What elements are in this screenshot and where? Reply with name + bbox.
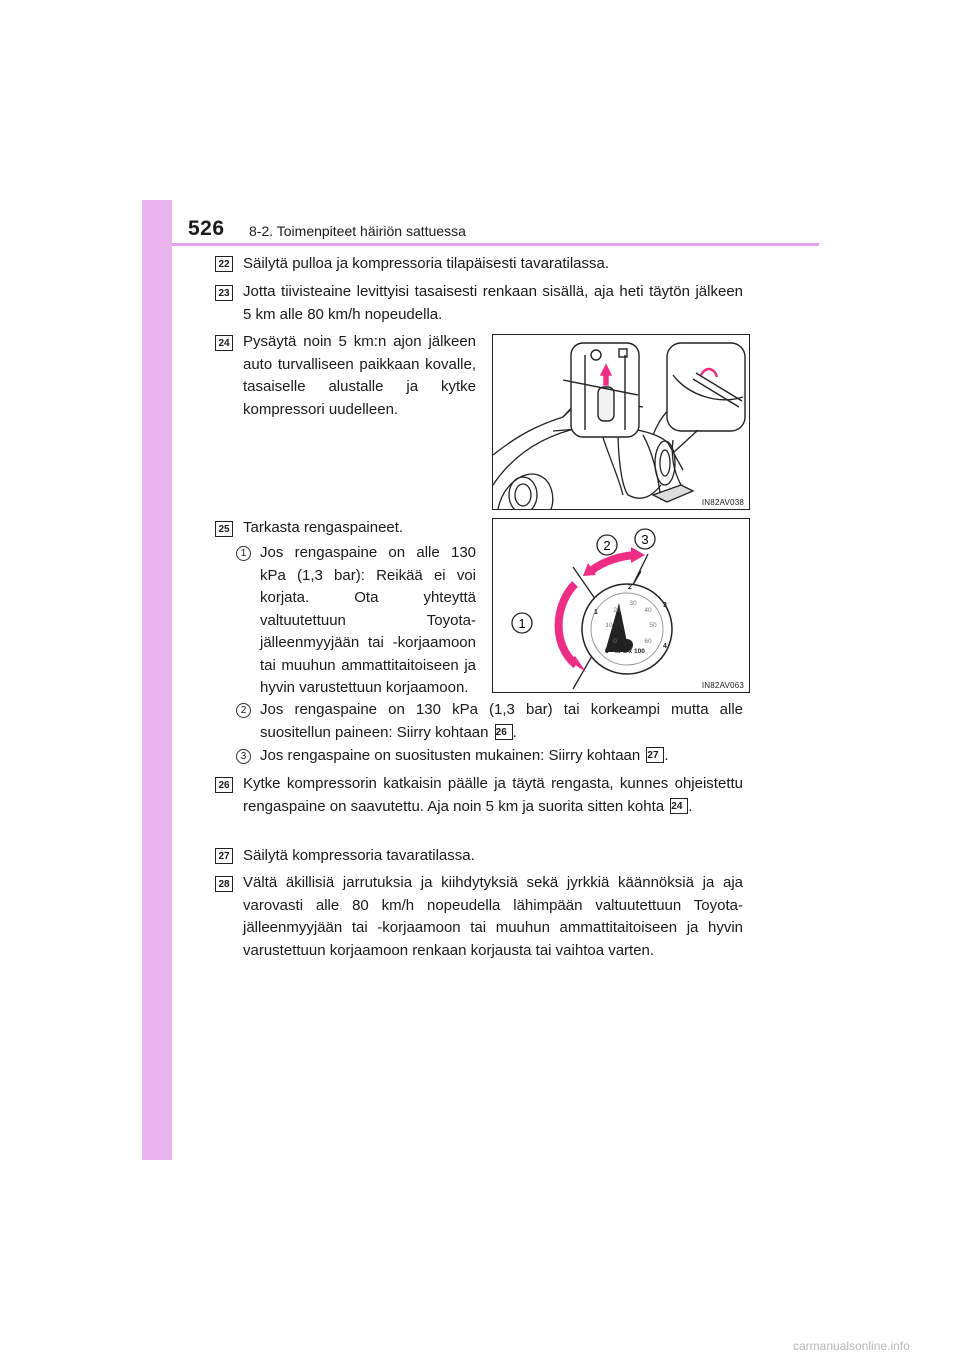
step-25-text: Tarkasta rengaspaineet.	[243, 519, 404, 536]
footer-watermark: carmanualsonline.info	[793, 1339, 910, 1353]
outer-scale-3: 3	[663, 602, 667, 609]
step-number-24: 24	[215, 335, 233, 351]
step-number-25: 25	[215, 521, 233, 537]
svg-text:2: 2	[603, 538, 611, 553]
step-26-end: .	[688, 797, 693, 815]
substep-number-2: 2	[236, 703, 251, 718]
step-26-text	[243, 773, 743, 818]
substep-3-text	[260, 745, 743, 768]
sidebar-tab	[142, 200, 172, 1160]
substep-2-body: Jos rengaspaine on 130 kPa (1,3 bar) tai korkeampi mutta alle suositellun paineen: Siirry kohtaan	[260, 701, 743, 741]
inset-bottle	[563, 343, 639, 437]
inner-scale-40: 40	[644, 607, 652, 614]
step-28-text: Vältä äkillisiä jarrutuksia ja kiihdytyksiä sekä jyrkkiä käännöksiä ja aja varovasti alle 80 km/h nopeudella lähimpään valtuutettuun Toyota-jälleenmyyjään tai -korjaamoon tai muuhun ammattitaitoiseen ja hyvin varustettuun korjaamoon renkaan korjausta tai vaihtoa varten.	[243, 874, 743, 959]
inner-scale-60: 60	[644, 638, 652, 645]
outer-scale-4: 4	[663, 643, 667, 650]
substep-2-text	[260, 699, 743, 744]
step-number-22: 22	[215, 256, 233, 272]
step-24-text: Pysäytä noin 5 km:n ajon jälkeen auto turvalliseen paikkaan kovalle, tasaiselle alustalle ja kytke kompressori uudelleen.	[243, 333, 476, 418]
inner-scale-20: 20	[613, 607, 621, 614]
step-22-text: Säilytä pulloa ja kompressoria tilapäisesti tavaratilassa.	[243, 255, 610, 272]
car-figure-code: IN82AV038	[701, 498, 744, 507]
substep-number-1: 1	[236, 546, 251, 561]
car-compressor-illustration	[493, 335, 749, 509]
range-arrow-low	[559, 584, 576, 665]
pressure-gauge-illustration	[493, 519, 749, 692]
inner-scale-30: 30	[629, 600, 637, 607]
substep-3-body: Jos rengaspaine on suositusten mukainen: Siirry kohtaan	[260, 747, 641, 764]
step-27-text: Säilytä kompressoria tavaratilassa.	[243, 847, 475, 864]
step-number-26: 26	[215, 777, 233, 793]
step-26-body: Kytke kompressorin katkaisin päälle ja täytä rengasta, kunnes ohjeistettu rengaspaine on saavutettu. Aja noin 5 km ja suorita sitten kohta	[243, 775, 743, 815]
page-number: 526	[188, 217, 225, 240]
inner-scale-0: 0	[613, 638, 617, 645]
substep-1-text: Jos rengaspaine on alle 130 kPa (1,3 bar): Reikää ei voi korjata. Ota yhteyttä valtuutettuun Toyota-jälleenmyyjään tai -korjaamoon tai muuhun ammattitaitoiseen ja hyvin varustettuun korjaamoon.	[260, 544, 476, 696]
pressure-gauge-figure	[492, 518, 750, 693]
step-number-23: 23	[215, 285, 233, 301]
inner-scale-50: 50	[649, 622, 657, 629]
step-number-27: 27	[215, 848, 233, 864]
gauge-unit: kPa x 100	[615, 648, 645, 655]
step-ref-26: 26	[495, 724, 513, 740]
outer-scale-1: 1	[594, 609, 598, 616]
range-arrow-mid	[591, 555, 635, 571]
step-ref-24: 24	[670, 798, 688, 814]
section-title: 8-2. Toimenpiteet häiriön sattuessa	[249, 223, 466, 239]
inset-valve	[667, 343, 745, 453]
inner-scale-10: 10	[605, 622, 613, 629]
step-ref-27: 27	[646, 747, 664, 763]
substep-3-end: .	[664, 747, 669, 764]
step-23-text: Jotta tiivisteaine levittyisi tasaisesti renkaan sisällä, aja heti täytön jälkeen 5 km alle 80 km/h nopeudella.	[243, 283, 743, 323]
gauge-figure-code: IN82AV063	[701, 681, 744, 690]
substep-number-3: 3	[236, 749, 251, 764]
header-rule	[172, 243, 819, 246]
outer-scale-0: 0	[605, 648, 609, 655]
step-number-28: 28	[215, 876, 233, 892]
svg-text:3: 3	[641, 532, 649, 547]
substep-2-end: .	[512, 723, 517, 741]
car-compressor-figure	[492, 334, 750, 510]
outer-scale-2: 2	[628, 584, 632, 591]
svg-text:1: 1	[518, 616, 526, 631]
